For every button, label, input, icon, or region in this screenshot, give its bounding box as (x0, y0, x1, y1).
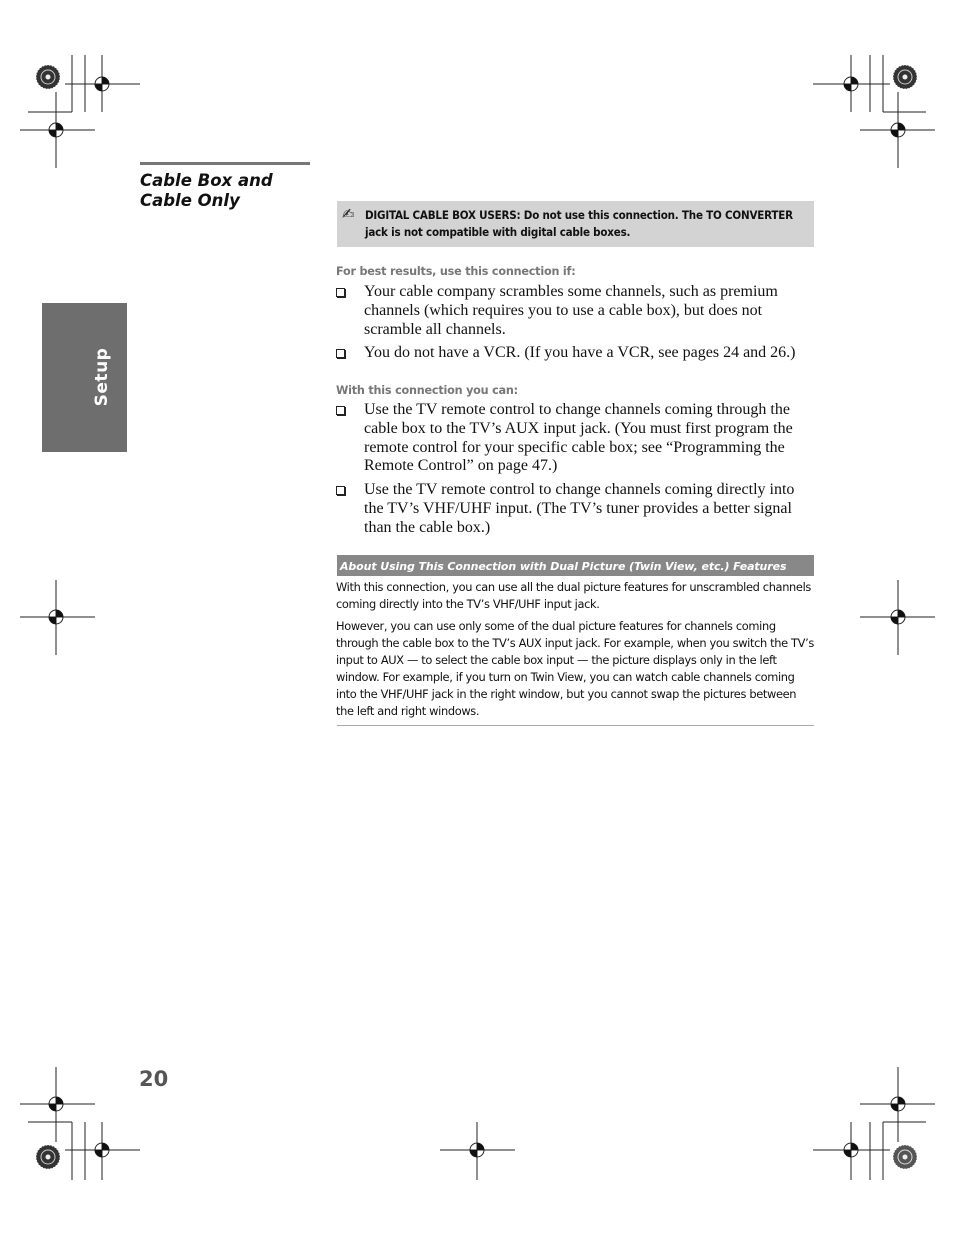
best-results-list (336, 283, 814, 368)
checkbox-bullet-icon (336, 406, 345, 415)
section-heading (140, 162, 310, 211)
features-paragraph-1: With this connection, you can use all the dual picture features for unscrambled channels coming directly into the TV’s VHF/UHF input jack. (336, 580, 811, 611)
section-title-line-2: Cable Only (140, 191, 240, 210)
can-do-heading: With this connection you can: (336, 384, 518, 397)
page-number: 20 (139, 1067, 169, 1091)
list-item-text: Your cable company scrambles some channels, such as premium channels (which requires you to use a cable box), but does not scramble all channels. (364, 283, 778, 338)
list-item (336, 401, 814, 476)
list-item-text: Use the TV remote control to change channels coming through the cable box to the TV’s AUX input jack. (You must first program the remote control for your specific cable box; see “Programming the Remote Control” on page 47.) (364, 401, 793, 475)
list-item-text: You do not have a VCR. (If you have a VCR, see pages 24 and 26.) (364, 344, 796, 362)
can-do-list (336, 401, 814, 543)
list-item (336, 344, 814, 363)
features-heading: About Using This Connection with Dual Picture (Twin View, etc.) Features (340, 560, 787, 573)
list-item (336, 481, 814, 537)
checkbox-bullet-icon (336, 349, 345, 358)
best-results-heading: For best results, use this connection if: (336, 265, 576, 278)
note-text: DIGITAL CABLE BOX USERS: Do not use this connection. The TO CONVERTER jack is not compatible with digital cable boxes. (365, 208, 793, 239)
pencil-note-icon: ✍ (342, 205, 355, 223)
divider (337, 725, 814, 726)
side-tab (42, 303, 127, 452)
side-tab-label: Setup (92, 347, 112, 407)
list-item (336, 283, 814, 339)
section-title-line-1: Cable Box and (140, 171, 273, 190)
checkbox-bullet-icon (336, 486, 345, 495)
list-item-text: Use the TV remote control to change channels coming directly into the TV’s VHF/UHF input. (The TV’s tuner provides a better signal than the cable box.) (364, 481, 795, 536)
note-box (337, 201, 814, 247)
checkbox-bullet-icon (336, 288, 345, 297)
features-heading-bar (337, 555, 814, 576)
features-paragraph-2: However, you can use only some of the dual picture features for channels coming through the cable box to the TV’s AUX input jack. For example, when you switch the TV’s input to AUX — to select the cable box input — the picture displays only in the left window. For example, if you turn on Twin View, you can watch cable channels coming into the VHF/UHF jack in the right window, but you cannot swap the pictures between the left and right windows. (336, 619, 814, 718)
